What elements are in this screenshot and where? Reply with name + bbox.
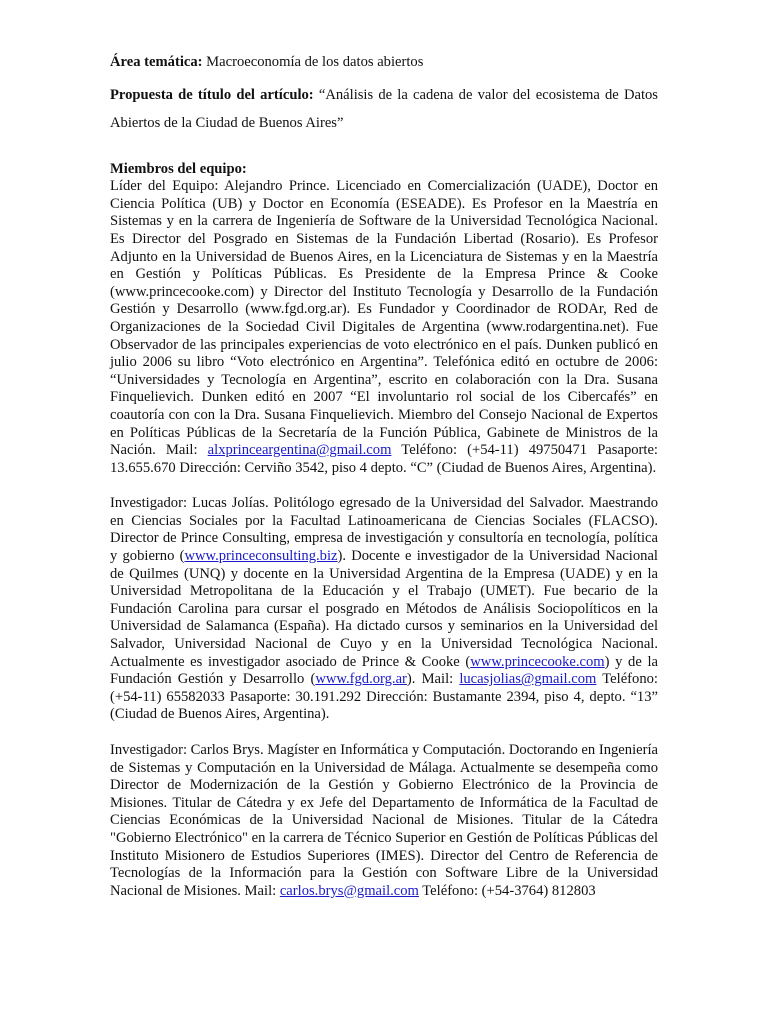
member-brys (110, 742, 658, 900)
member-jolias-bio-3: ) y de la Fundación Gestión y Desarrollo ( (110, 653, 658, 688)
member-prince (110, 178, 658, 477)
member-brys-mail-link[interactable]: carlos.brys@gmail.com (279, 882, 419, 899)
topic-line (110, 54, 658, 72)
title-proposal-value: “Análisis de la cadena de valor del ecosistema de Datos Abiertos de la Ciudad de Buenos Aires” (110, 86, 658, 131)
topic-label: Área temática: (110, 54, 203, 70)
member-jolias-bio: Investigador: Lucas Jolías. Politólogo egresado de la Universidad del Salvador. Maestrando en Ciencias Sociales por la Facultad Latinoamericana de Ciencias Sociales (FLACSO). Director de Prince Consulting, empresa de investigación y consultoría en tecnología, política y gobierno ( (110, 495, 658, 565)
topic-value: Macroeconomía de los datos abiertos (206, 54, 424, 70)
member-prince-contact: Teléfono: (+54-11) 49750471 Pasaporte: 13.655.670 Dirección: Cerviño 3542, piso 4 depto. “C” (Ciudad de Buenos Aires, Argentina). (110, 442, 658, 476)
fgd-link[interactable]: www.fgd.org.ar (315, 671, 407, 688)
document-page (110, 54, 658, 918)
princeconsulting-link[interactable]: www.princeconsulting.biz (184, 548, 338, 565)
title-proposal-label: Propuesta de título del artículo: (110, 86, 314, 103)
title-proposal (110, 81, 658, 137)
member-jolias-mail-link[interactable]: lucasjolias@gmail.com (459, 671, 597, 688)
princecooke-link[interactable]: www.princecooke.com (470, 653, 605, 670)
team-heading: Miembros del equipo: (110, 160, 247, 177)
member-brys-contact: Teléfono: (+54-3764) 812803 (418, 882, 596, 899)
member-jolias-contact: Teléfono: (+54-11) 65582033 Pasaporte: 30.191.292 Dirección: Bustamante 2394, piso 4, depto. “13” (Ciudad de Buenos Aires, Argentina). (110, 671, 658, 723)
member-prince-bio: Líder del Equipo: Alejandro Prince. Licenciado en Comercialización (UADE), Doctor en Ciencia Política (UB) y Doctor en Economía (ESEADE). Es Profesor en la Maestría en Sistemas y en la carrera de Ingeniería de Software de la Universidad Tecnológica Nacional. Es Director del Posgrado en Sistemas de la Fundación Libertad (Rosario). Es Profesor Adjunto en la Universidad de Buenos Aires, en la Licenciatura de Sistemas y en la Maestría en Gestión y Políticas Públicas. Es Presidente de la Empresa Prince & Cooke (www.princecooke.com) y Director del Instituto Tecnología y Desarrollo de la Fundación Gestión y Desarrollo (www.fgd.org.ar). Es Fundador y Coordinador de RODAr, Red de Organizaciones de la Sociedad Civil Digitales de Argentina (www.rodargentina.net). Fue Observador de las principales experiencias de voto electrónico en el país. Dunken publicó en julio 2006 su libro “Voto electrónico en Argentina”. Telefónica editó en octubre de 2006: “Universidades y Tecnología en Argentina”, escrito en colaboración con la Dra. Susana Finquelievich. Dunken editó en 2007 “El involuntario rol social de los Cibercafés” en coautoría con con la Dra. Susana Finquelievich. Miembro del Consejo Nacional de Expertos en Políticas Públicas de la Secretaría de la Función Pública, Gabinete de Ministros de la Nación. Mail: (110, 178, 658, 459)
member-jolias (110, 495, 658, 724)
member-jolias-bio-2: ). Docente e investigador de la Universidad Nacional de Quilmes (UNQ) y docente en la Universidad Argentina de la Empresa (UADE) y en la Universidad Metropolitana de la Educación y el Trabajo (UMET). Fue becario de la Fundación Carolina para cursar el posgrado en Métodos de Análisis Sociopolíticos en la Universidad de Salamanca (España). Ha dictado cursos y seminarios en la Universidad del Salvador, Universidad Nacional de Cuyo y en la Universidad Tecnológica Nacional. Actualmente es investigador asociado de Prince & Cooke ( (110, 548, 658, 670)
member-prince-mail-link[interactable]: alxprinceargentina@gmail.com (207, 442, 392, 459)
member-jolias-mail-label: ). Mail: (406, 671, 460, 688)
member-brys-bio: Investigador: Carlos Brys. Magíster en Informática y Computación. Doctorando en Ingeniería de Sistemas y Computación en la Universidad de Málaga. Actualmente se desempeña como Director de Modernización de la Gestión y Gobierno Electrónico de la Provincia de Misiones. Titular de Cátedra y ex Jefe del Departamento de Informática de la Facultad de Ciencias Económicas de la Universidad Nacional de Misiones. Titular de la Cátedra "Gobierno Electrónico" en la carrera de Técnico Superior en Gestión de Políticas Públicas del Instituto Misionero de Estudios Superiores (IMES). Director del Centro de Referencia de Tecnologías de la Información para la Gestión con Software Libre de la Universidad Nacional de Misiones. Mail: (110, 742, 658, 899)
